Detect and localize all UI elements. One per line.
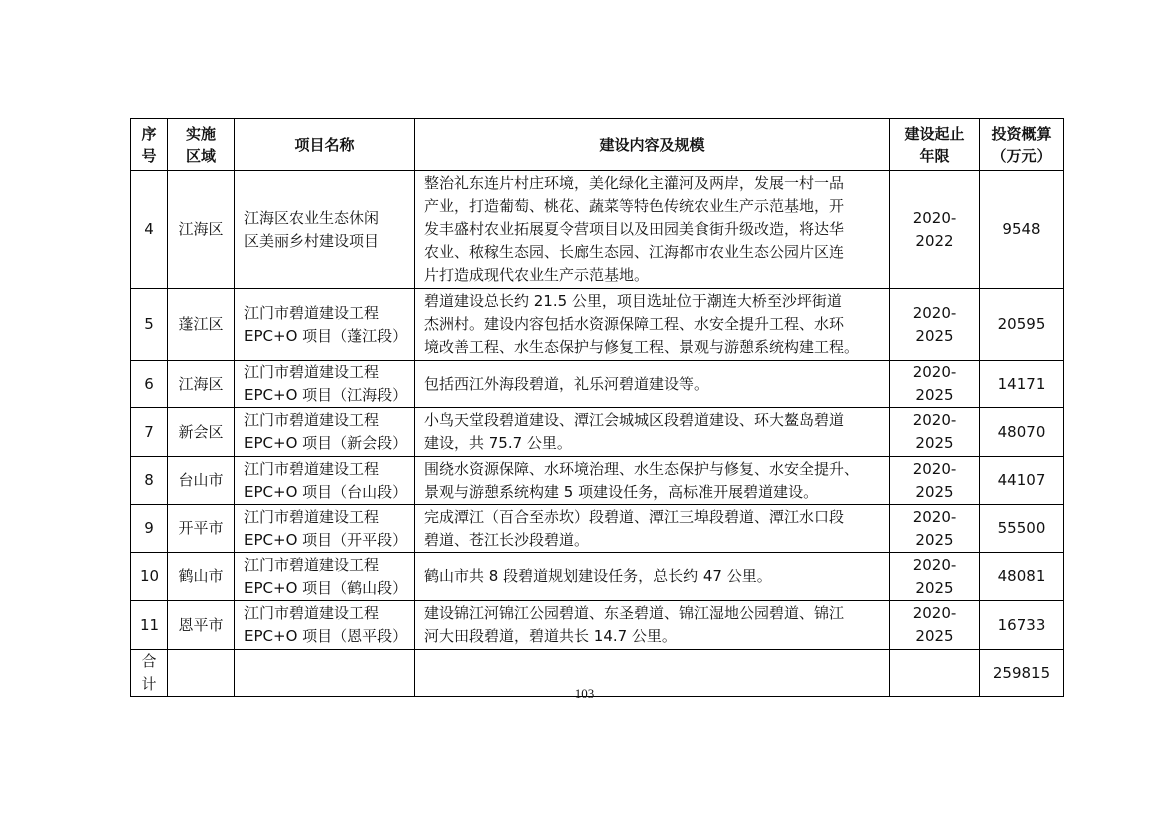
seq-cell: 8 (131, 457, 168, 505)
content-cell (415, 457, 890, 505)
project-name-line: 江门市碧道建设工程 (244, 507, 380, 526)
region-cell: 江海区 (168, 171, 235, 289)
project-name-cell (235, 505, 415, 553)
seq-cell: 6 (131, 361, 168, 408)
table-row (131, 553, 1064, 601)
seq-cell: 5 (131, 289, 168, 361)
header-region (168, 119, 235, 171)
investment-cell: 16733 (980, 601, 1064, 650)
header-period (890, 119, 980, 171)
content-cell (415, 408, 890, 457)
content-line: 建设锦江河锦江公园碧道、东圣碧道、锦江湿地公园碧道、锦江 (424, 604, 845, 622)
header-label-line: 区域 (185, 146, 216, 165)
header-label-line: 号 (141, 146, 157, 165)
period-cell: 2020-2025 (890, 601, 980, 650)
header-label-line: 建设内容及规模 (599, 135, 705, 154)
content-line: 河大田段碧道，碧道共长 14.7 公里。 (424, 627, 677, 645)
content-line: 碧道、苍江长沙段碧道。 (424, 530, 590, 549)
project-name-cell (235, 457, 415, 505)
period-cell: 2020-2025 (890, 457, 980, 505)
project-name-line: EPC+O 项目（开平段） (244, 530, 408, 549)
content-line: 小鸟天堂段碧道建设、潭江会城城区段碧道建设、环大鳌岛碧道 (424, 411, 845, 429)
header-label-line: 实施 (185, 124, 216, 143)
investment-cell: 9548 (980, 171, 1064, 289)
table-row (131, 408, 1064, 457)
period-cell: 2020-2025 (890, 553, 980, 601)
region-cell: 鹤山市 (168, 553, 235, 601)
table-row (131, 361, 1064, 408)
total-label-cell: 合计 (131, 650, 168, 697)
header-label-line: 序 (141, 124, 157, 143)
content-line: 境改善工程、水生态保护与修复工程、景观与游憩系统构建工程。 (424, 338, 860, 356)
header-label-line: 项目名称 (294, 135, 355, 154)
project-name-line: EPC+O 项目（新会段） (244, 434, 408, 452)
content-cell (415, 505, 890, 553)
header-investment (980, 119, 1064, 171)
project-name-line: EPC+O 项目（鹤山段） (244, 578, 408, 597)
region-cell: 江海区 (168, 361, 235, 408)
table-row (131, 457, 1064, 505)
period-cell: 2020-2025 (890, 289, 980, 361)
content-line: 完成潭江（百合至赤坎）段碧道、潭江三埠段碧道、潭江水口段 (424, 507, 845, 526)
content-line: 碧道建设总长约 21.5 公里，项目选址位于潮连大桥至沙坪街道 (424, 292, 842, 310)
period-cell: 2020-2025 (890, 361, 980, 408)
region-cell: 开平市 (168, 505, 235, 553)
project-name-line: 江海区农业生态休闲 (244, 208, 380, 227)
project-name-line: EPC+O 项目（恩平段） (244, 627, 408, 645)
project-name-line: 区美丽乡村建设项目 (244, 231, 380, 250)
project-name-line: EPC+O 项目（蓬江段） (244, 326, 408, 345)
project-name-line: 江门市碧道建设工程 (244, 411, 380, 429)
content-line: 整治礼东连片村庄环境，美化绿化主灌河及两岸，发展一村一品 (424, 174, 845, 192)
project-table (130, 118, 1064, 697)
content-line: 杰洲村。建设内容包括水资源保障工程、水安全提升工程、水环 (424, 315, 845, 333)
content-cell (415, 361, 890, 408)
header-label-line: 年限 (919, 146, 950, 165)
table-row (131, 601, 1064, 650)
table-row (131, 505, 1064, 553)
content-line: 建设，共 75.7 公里。 (424, 434, 572, 452)
seq-cell: 10 (131, 553, 168, 601)
investment-cell: 48070 (980, 408, 1064, 457)
period-cell: 2020-2022 (890, 171, 980, 289)
region-cell: 恩平市 (168, 601, 235, 650)
seq-cell: 4 (131, 171, 168, 289)
project-name-line: EPC+O 项目（江海段） (244, 386, 408, 404)
content-line: 包括西江外海段碧道，礼乐河碧道建设等。 (424, 374, 710, 393)
project-name-cell (235, 361, 415, 408)
page-number: 103 (574, 686, 595, 701)
seq-cell: 7 (131, 408, 168, 457)
table-row (131, 171, 1064, 289)
header-seq (131, 119, 168, 171)
period-cell: 2020-2025 (890, 505, 980, 553)
header-label-line: （万元） (991, 146, 1052, 165)
project-name-line: 江门市碧道建设工程 (244, 604, 380, 622)
content-cell (415, 289, 890, 361)
total-investment-cell: 259815 (980, 650, 1064, 697)
investment-cell: 14171 (980, 361, 1064, 408)
project-name-line: 江门市碧道建设工程 (244, 459, 380, 478)
table-row (131, 289, 1064, 361)
content-cell (415, 171, 890, 289)
content-line: 发丰盛村农业拓展夏令营项目以及田园美食街升级改造，将达华 (424, 220, 845, 238)
header-content (415, 119, 890, 171)
investment-cell: 55500 (980, 505, 1064, 553)
project-name-cell (235, 601, 415, 650)
project-name-cell (235, 289, 415, 361)
content-line: 景观与游憩系统构建 5 项建设任务，高标准开展碧道建设。 (424, 482, 819, 501)
content-cell (415, 601, 890, 650)
header-row (131, 119, 1064, 171)
content-line: 围绕水资源保障、水环境治理、水生态保护与修复、水安全提升、 (424, 459, 860, 478)
content-line: 片打造成现代农业生产示范基地。 (424, 266, 650, 284)
project-name-line: 江门市碧道建设工程 (244, 555, 380, 574)
project-name-cell (235, 553, 415, 601)
period-cell: 2020-2025 (890, 408, 980, 457)
content-cell (415, 553, 890, 601)
project-name-line: 江门市碧道建设工程 (244, 303, 380, 322)
header-label-line: 建设起止 (904, 124, 965, 143)
header-project-name (235, 119, 415, 171)
region-cell: 新会区 (168, 408, 235, 457)
project-name-line: 江门市碧道建设工程 (244, 363, 380, 381)
project-name-cell (235, 408, 415, 457)
investment-cell: 48081 (980, 553, 1064, 601)
content-line: 鹤山市共 8 段碧道规划建设任务，总长约 47 公里。 (424, 567, 772, 585)
header-label-line: 投资概算 (991, 124, 1052, 143)
investment-cell: 20595 (980, 289, 1064, 361)
project-name-cell (235, 171, 415, 289)
content-line: 农业、秾稼生态园、长廊生态园、江海都市农业生态公园片区连 (424, 243, 845, 261)
content-line: 产业，打造葡萄、桃花、蔬菜等特色传统农业生产示范基地，开 (424, 197, 845, 215)
region-cell: 台山市 (168, 457, 235, 505)
investment-cell: 44107 (980, 457, 1064, 505)
seq-cell: 9 (131, 505, 168, 553)
seq-cell: 11 (131, 601, 168, 650)
region-cell: 蓬江区 (168, 289, 235, 361)
project-name-line: EPC+O 项目（台山段） (244, 482, 408, 501)
